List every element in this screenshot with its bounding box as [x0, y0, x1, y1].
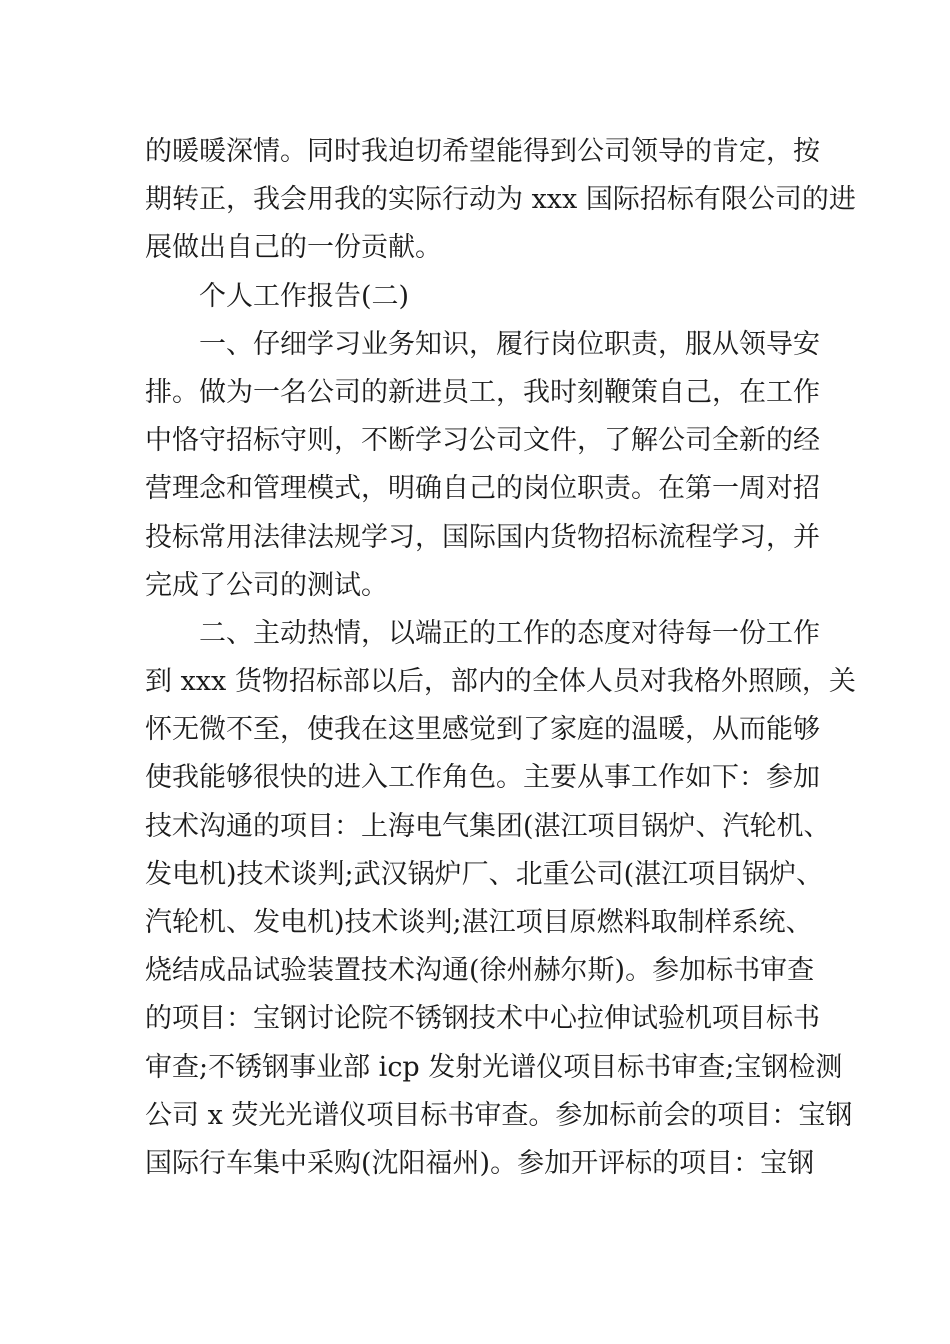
text-line: 的暖暖深情。同时我迫切希望能得到公司领导的肯定，按 [145, 136, 820, 167]
body-text [145, 128, 856, 1188]
text-line: 到 xxx 货物招标部以后，部内的全体人员对我格外照顾，关 [145, 666, 856, 698]
section-heading: 个人工作报告(二) [199, 280, 410, 312]
text-line: 完成了公司的测试。 [145, 569, 388, 601]
text-line: 二、主动热情，以端正的工作的态度对待每一份工作 [199, 617, 820, 649]
text-line: 技术沟通的项目：上海电气集团(湛江项目锅炉、汽轮机、 [145, 810, 831, 842]
text-line: 的项目：宝钢讨论院不锈钢技术中心拉伸试验机项目标书 [145, 1003, 820, 1035]
text-line: 发电机)技术谈判;武汉锅炉厂、北重公司(湛江项目锅炉、 [145, 858, 824, 890]
text-line: 审查;不锈钢事业部 icp 发射光谱仪项目标书审查;宝钢检测 [145, 1051, 843, 1083]
text-line: 营理念和管理模式，明确自己的岗位职责。在第一周对招 [145, 473, 820, 505]
text-line: 期转正，我会用我的实际行动为 xxx 国际招标有限公司的进 [145, 184, 856, 216]
text-line: 使我能够很快的进入工作角色。主要从事工作如下：参加 [145, 762, 820, 794]
text-line: 中恪守招标守则，不断学习公司文件，了解公司全新的经 [145, 425, 820, 457]
text-line: 国际行车集中采购(沈阳福州)。参加开评标的项目：宝钢 [145, 1147, 815, 1179]
text-line: 烧结成品试验装置技术沟通(徐州赫尔斯)。参加标书审查 [145, 955, 815, 987]
text-line: 怀无微不至，使我在这里感觉到了家庭的温暖，从而能够 [145, 714, 820, 746]
text-line: 一、仔细学习业务知识，履行岗位职责，服从领导安 [199, 328, 820, 360]
text-line: 展做出自己的一份贡献。 [145, 232, 442, 264]
text-line: 汽轮机、发电机)技术谈判;湛江项目原燃料取制样系统、 [145, 907, 813, 938]
text-line: 排。做为一名公司的新进员工，我时刻鞭策自己，在工作 [145, 376, 820, 408]
text-line: 公司 x 荧光光谱仪项目标书审查。参加标前会的项目：宝钢 [145, 1099, 853, 1131]
text-line: 投标常用法律法规学习，国际国内货物招标流程学习，并 [145, 521, 820, 553]
